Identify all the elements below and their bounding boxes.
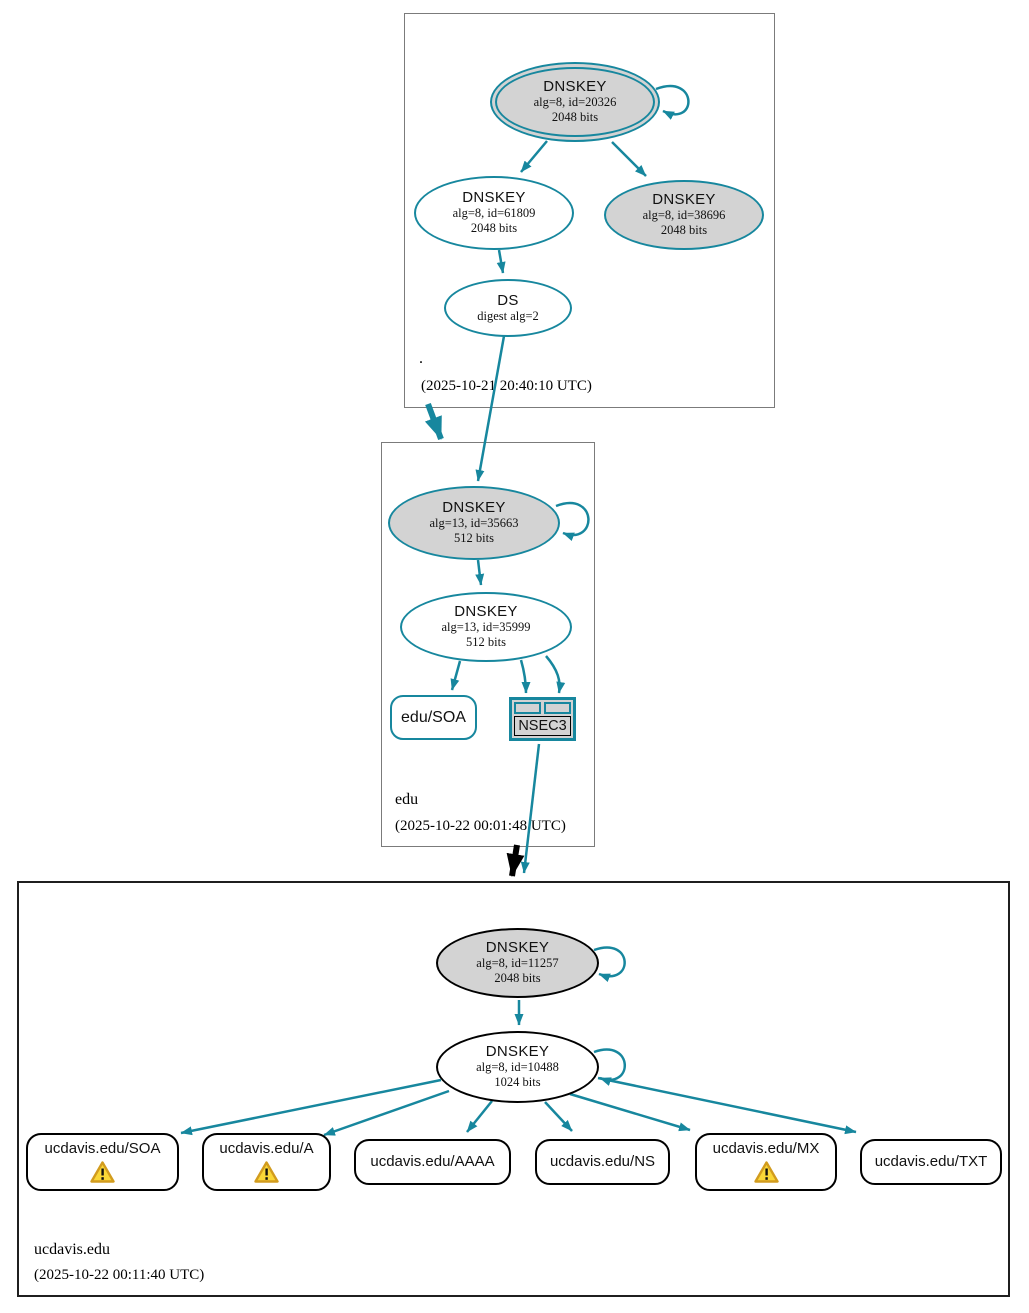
zone-name-ucdavis: ucdavis.edu <box>34 1241 110 1258</box>
ds-title: DS <box>497 291 519 309</box>
zone-timestamp-root: (2025-10-21 20:40:10 UTC) <box>421 378 592 394</box>
edu-nsec3-node[interactable] <box>509 697 576 741</box>
ucdavis-zsk-title: DNSKEY <box>485 1043 550 1061</box>
ucdavis-ksk-bits: 2048 bits <box>494 970 541 985</box>
root-zsk-title: DNSKEY <box>462 189 526 207</box>
zone-timestamp-edu: (2025-10-22 00:01:48 UTC) <box>395 818 566 834</box>
ds-digest: digest alg=2 <box>477 308 539 323</box>
edu-zsk-bits: 512 bits <box>466 634 506 649</box>
nsec3-cells <box>514 702 571 714</box>
ucdavis-zsk-alg: alg=8, id=10488 <box>476 1060 559 1075</box>
edu-zsk-title: DNSKEY <box>454 603 518 621</box>
root-ksk-title: DNSKEY <box>543 78 607 96</box>
rrset-ucdavis-txt[interactable] <box>860 1139 1002 1185</box>
root-ksk2-dnskey-node[interactable] <box>604 180 764 250</box>
edu-zsk-dnskey-node[interactable] <box>400 592 572 662</box>
root-ksk-dnskey-node[interactable] <box>490 62 660 142</box>
ucdavis-zsk-bits: 1024 bits <box>494 1074 541 1089</box>
edu-zsk-alg: alg=13, id=35999 <box>441 620 531 635</box>
warning-icon <box>254 1161 279 1183</box>
zone-name-root: . <box>419 350 423 367</box>
edu-ksk-title: DNSKEY <box>442 499 506 517</box>
rrset-label: ucdavis.edu/MX <box>712 1140 820 1158</box>
warning-icon <box>754 1161 779 1183</box>
edu-ksk-bits: 512 bits <box>454 530 494 545</box>
rrset-ucdavis-ns[interactable] <box>535 1139 670 1185</box>
root-ksk-alg: alg=8, id=20326 <box>533 95 617 110</box>
zone-name-edu: edu <box>395 791 419 808</box>
ucdavis-zsk-dnskey-node[interactable] <box>436 1031 599 1103</box>
edge-delegation-root-to-edu <box>428 404 441 439</box>
root-ksk2-title: DNSKEY <box>652 191 716 209</box>
root-ksk2-bits: 2048 bits <box>660 222 708 237</box>
root-zsk-alg: alg=8, id=61809 <box>452 206 536 221</box>
rrset-ucdavis-aaaa[interactable] <box>354 1139 511 1185</box>
ucdavis-ksk-alg: alg=8, id=11257 <box>476 956 559 971</box>
rrset-label: ucdavis.edu/SOA <box>44 1140 161 1158</box>
root-ksk2-alg: alg=8, id=38696 <box>642 208 726 223</box>
rrset-label: ucdavis.edu/TXT <box>874 1152 988 1170</box>
rrset-label: ucdavis.edu/AAAA <box>370 1152 495 1170</box>
rrset-label: ucdavis.edu/NS <box>549 1152 656 1170</box>
edu-soa-rrset-node[interactable] <box>390 695 477 740</box>
rrset-label: ucdavis.edu/A <box>219 1140 314 1158</box>
ucdavis-ksk-title: DNSKEY <box>485 939 550 957</box>
nsec3-label: NSEC3 <box>514 716 571 736</box>
ucdavis-ksk-dnskey-node[interactable] <box>436 928 599 998</box>
rrset-ucdavis-soa[interactable] <box>26 1133 179 1191</box>
rrset-ucdavis-a[interactable] <box>202 1133 331 1191</box>
root-ksk-bits: 2048 bits <box>551 109 599 124</box>
nsec3-cell-left <box>514 702 541 714</box>
edge-delegation-edu-to-ucdavis <box>512 845 517 876</box>
root-ds-node[interactable] <box>444 279 572 337</box>
rrset-ucdavis-mx[interactable] <box>695 1133 837 1191</box>
edu-soa-label: edu/SOA <box>401 708 466 726</box>
zone-timestamp-ucdavis: (2025-10-22 00:11:40 UTC) <box>34 1267 205 1283</box>
root-zsk-bits: 2048 bits <box>470 220 518 235</box>
nsec3-cell-right <box>544 702 571 714</box>
warning-icon <box>90 1161 115 1183</box>
edu-ksk-alg: alg=13, id=35663 <box>429 516 519 531</box>
root-zsk-dnskey-node[interactable] <box>414 176 574 250</box>
edu-ksk-dnskey-node[interactable] <box>388 486 560 560</box>
